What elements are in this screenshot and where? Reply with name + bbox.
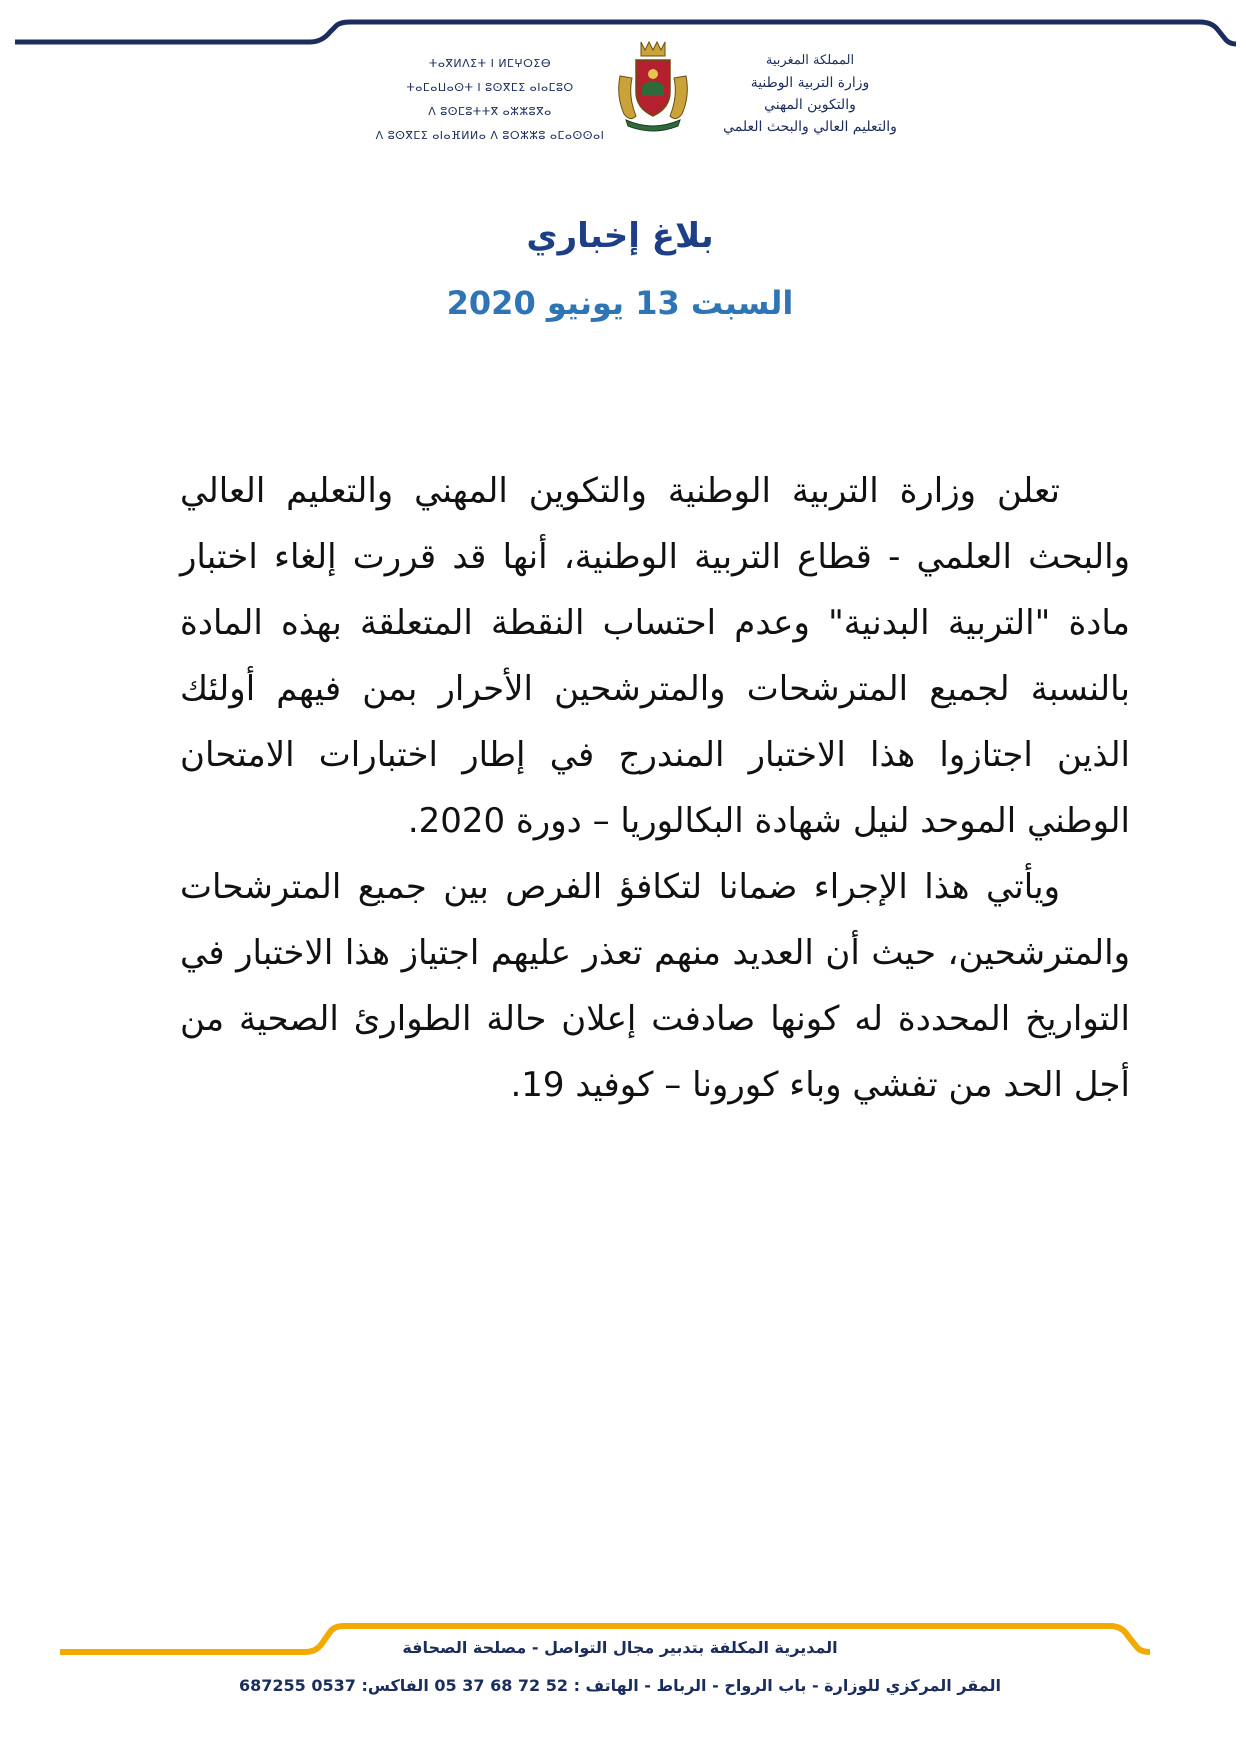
tifinagh-line: ⵜⴰⵎⴰⵡⴰⵙⵜ ⵏ ⵓⵙⴳⵎⵉ ⴰⵏⴰⵎⵓⵔ bbox=[406, 81, 574, 94]
footer-department: المديرية المكلفة بتدبير مجال التواصل - مصلحة الصحافة bbox=[402, 1638, 838, 1657]
ministry-name-arabic bbox=[690, 50, 930, 138]
footer bbox=[0, 1628, 1240, 1704]
document-title: بلاغ إخباري bbox=[526, 216, 714, 256]
arabic-header-line: والتعليم العالي والبحث العلمي bbox=[723, 119, 897, 135]
body-paragraph: تعلن وزارة التربية الوطنية والتكوين المهني والتعليم العالي والبحث العلمي - قطاع التربية الوطنية، أنها قد قررت إلغاء اختبار مادة "التربية البدنية" وعدم احتساب النقطة المتعلقة بهذه المادة بالنسبة لجميع المترشحات والمترشحين الأحرار بمن فيهم أولئك الذين اجتازوا هذا الاختبار المندرج في إطار اختبارات الامتحان الوطني الموحد لنيل شهادة البكالوريا – دورة 2020. bbox=[180, 471, 1130, 841]
document-body bbox=[180, 458, 1130, 1118]
moroccan-coat-of-arms-icon bbox=[612, 36, 694, 132]
arabic-header-line: وزارة التربية الوطنية bbox=[750, 75, 870, 91]
body-paragraph: ويأتي هذا الإجراء ضمانا لتكافؤ الفرص بين جميع المترشحات والمترشحين، حيث أن العديد منهم تعذر عليهم اجتياز هذا الاختبار في التواريخ المحددة له كونها صادفت إعلان حالة الطوارئ الصحية من أجل الحد من تفشي وباء كورونا – كوفيد 19. bbox=[180, 867, 1130, 1105]
tifinagh-line: ⴷ ⵓⵙⴳⵎⵉ ⴰⵏⴰⴼⵍⵍⴰ ⴷ ⵓⵔⵣⵣⵓ ⴰⵎⴰⵙⵙⴰⵏ bbox=[375, 129, 605, 142]
arabic-header-line: والتكوين المهني bbox=[764, 97, 856, 113]
footer-contact: المقر المركزي للوزارة - باب الرواح - الرباط - الهاتف : 52 72 68 37 05 الفاكس: 0537 687255 bbox=[238, 1676, 1002, 1695]
tifinagh-ministry-name bbox=[360, 52, 620, 148]
tifinagh-line: ⴷ ⵓⵙⵎⵓⵜⵜⴳ ⴰⵣⵣⵓⴳⴰ bbox=[428, 105, 552, 118]
document-date: السبت 13 يونيو 2020 bbox=[446, 284, 794, 322]
tifinagh-line: ⵜⴰⴳⵍⴷⵉⵜ ⵏ ⵍⵎⵖⵔⵉⴱ bbox=[428, 57, 552, 70]
arabic-header-line: المملكة المغربية bbox=[765, 53, 855, 68]
